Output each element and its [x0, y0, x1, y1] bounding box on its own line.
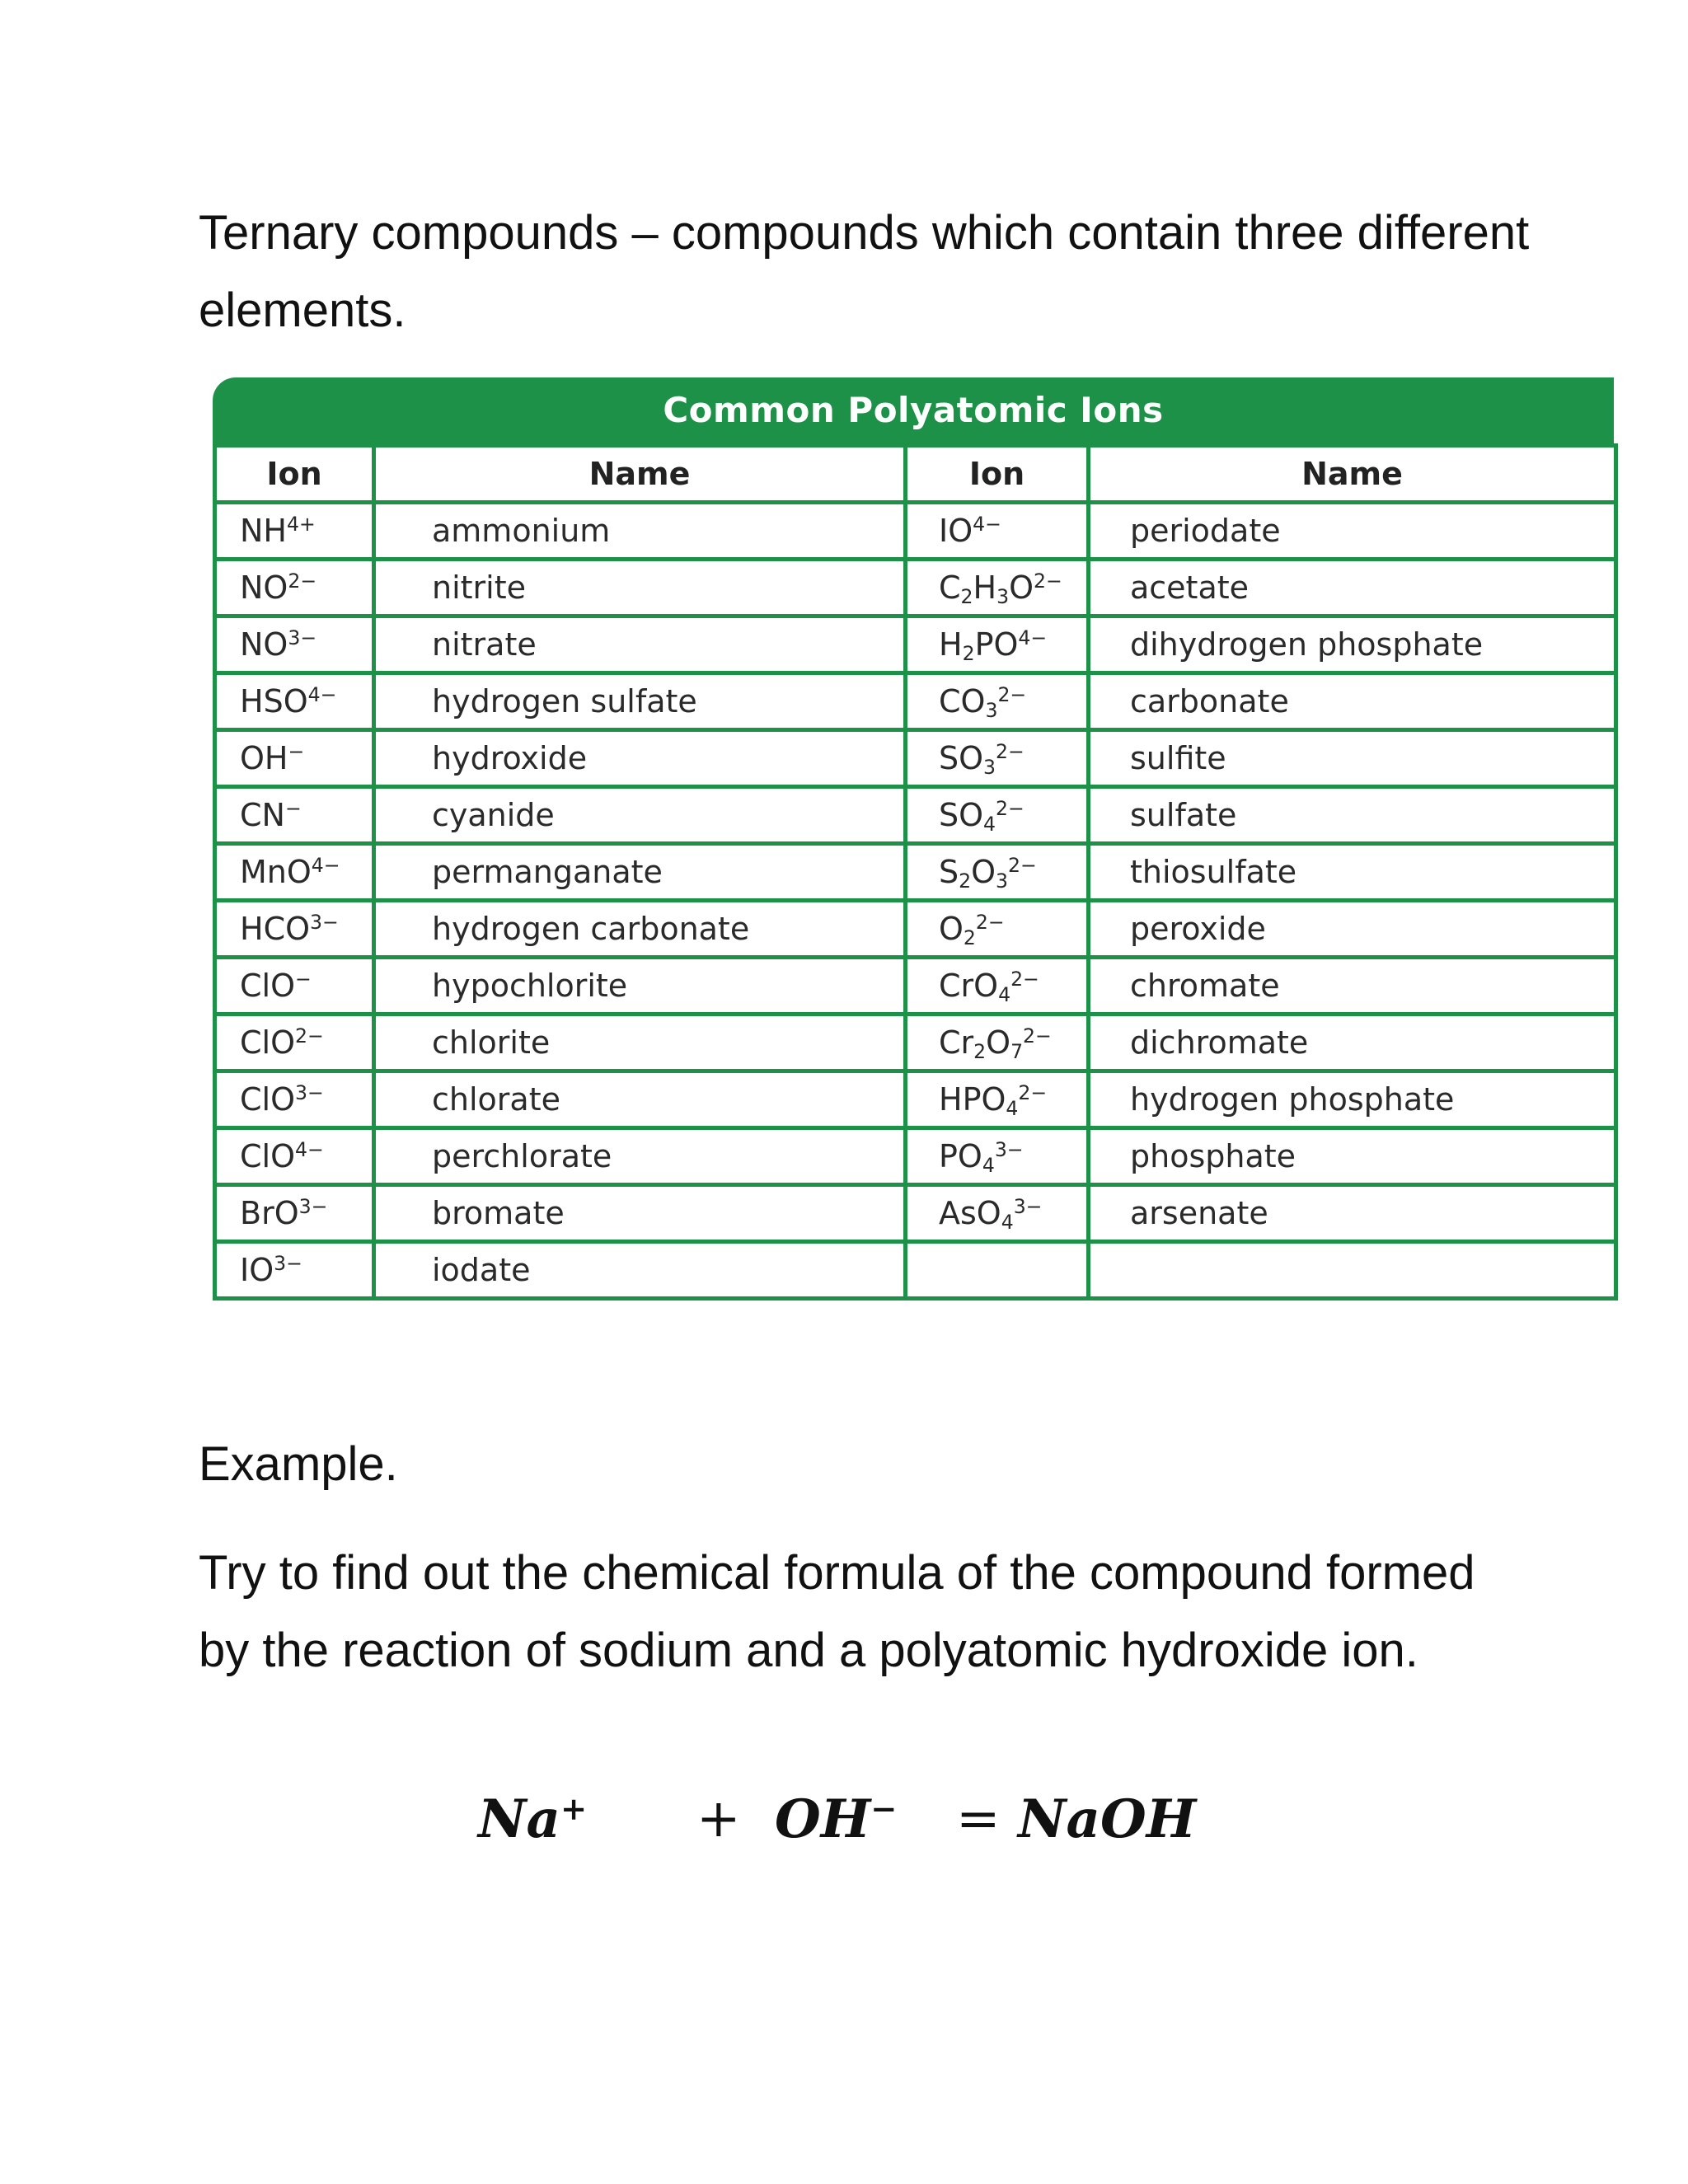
ion-name: nitrite: [374, 560, 906, 616]
table-row: [215, 844, 1616, 901]
ion-formula: BrO$^{3-}$: [215, 1185, 374, 1242]
ion-name: iodate: [374, 1242, 906, 1299]
ions-grid: [213, 443, 1618, 1301]
ion-name: dihydrogen phosphate: [1089, 616, 1616, 673]
table-row: [215, 1128, 1616, 1185]
ion-name: hydroxide: [374, 730, 906, 787]
ion-name: chlorite: [374, 1015, 906, 1071]
ion-formula: $HSO^{4-}$: [215, 673, 374, 730]
ion-name: peroxide: [1089, 901, 1616, 958]
column-header-name: Name: [1089, 446, 1616, 503]
ion-name: cyanide: [374, 787, 906, 844]
ion-name: nitrate: [374, 616, 906, 673]
ion-formula: $H_2PO^{4-}$: [906, 616, 1089, 673]
ion-name: hypochlorite: [374, 958, 906, 1015]
product-formula: NaOH: [1018, 1788, 1197, 1850]
ion-formula: ClO$^{3-}$: [215, 1071, 374, 1128]
column-header-ion: Ion: [215, 446, 374, 503]
ion-formula: $IO^{3-}$: [215, 1242, 374, 1299]
ion-name: [1089, 1242, 1616, 1299]
ion-name: sulfite: [1089, 730, 1616, 787]
ion-formula: $NH^{4+}$: [215, 503, 374, 560]
ion-formula: CN−: [215, 787, 374, 844]
ion-name: thiosulfate: [1089, 844, 1616, 901]
ion-formula: $HCO^{3-}$: [215, 901, 374, 958]
table-row: [215, 1071, 1616, 1128]
ion-formula: $NO^{3-}$: [215, 616, 374, 673]
ion-name: arsenate: [1089, 1185, 1616, 1242]
plus-sign: +: [696, 1788, 741, 1849]
example-label: Example.: [199, 1437, 398, 1491]
table-title: Common Polyatomic Ions: [213, 377, 1614, 443]
table-row: [215, 503, 1616, 560]
ion-formula: $O_2^{2-}$: [906, 901, 1089, 958]
ion-formula: CrO$_4^{2-}$: [906, 958, 1089, 1015]
table-row: [215, 673, 1616, 730]
table-row: [215, 958, 1616, 1015]
ion-formula: $Cr_2O_7^{2-}$: [906, 1015, 1089, 1071]
ion-formula: MnO$^{4-}$: [215, 844, 374, 901]
ion-name: dichromate: [1089, 1015, 1616, 1071]
table-row: [215, 1015, 1616, 1071]
ion-name: permanganate: [374, 844, 906, 901]
equals-sign: =: [956, 1788, 1001, 1849]
table-row: [215, 560, 1616, 616]
ion-formula: AsO$_4^{3-}$: [906, 1185, 1089, 1242]
header-row: [215, 446, 1616, 503]
table-row: [215, 730, 1616, 787]
ion-formula: $SO_3^{2-}$: [906, 730, 1089, 787]
ion-formula: ClO$^{4-}$: [215, 1128, 374, 1185]
table-row: [215, 1242, 1616, 1299]
ion-formula: $CO_3^{2-}$: [906, 673, 1089, 730]
table-row: [215, 901, 1616, 958]
ion-formula: $HPO_4^{2-}$: [906, 1071, 1089, 1128]
ion-name: sulfate: [1089, 787, 1616, 844]
table-row: [215, 616, 1616, 673]
polyatomic-ions-table: [213, 377, 1614, 1301]
ion-name: bromate: [374, 1185, 906, 1242]
ion-name: perchlorate: [374, 1128, 906, 1185]
ion-name: acetate: [1089, 560, 1616, 616]
ion-name: chromate: [1089, 958, 1616, 1015]
ion-formula: OH−: [215, 730, 374, 787]
ion-name: hydrogen carbonate: [374, 901, 906, 958]
ion-formula: $PO_4^{3-}$: [906, 1128, 1089, 1185]
ion-formula: ClO$^{2-}$: [215, 1015, 374, 1071]
ion-formula: $S_2O_3^{2-}$: [906, 844, 1089, 901]
table-row: [215, 787, 1616, 844]
table-row: [215, 1185, 1616, 1242]
ion-formula: [906, 1242, 1089, 1299]
ion-name: chlorate: [374, 1071, 906, 1128]
ion-name: phosphate: [1089, 1128, 1616, 1185]
ion-name: hydrogen sulfate: [374, 673, 906, 730]
ion-formula: $SO_4^{2-}$: [906, 787, 1089, 844]
table-body: [215, 503, 1616, 1299]
intro-paragraph: Ternary compounds – compounds which contain three different elements.: [199, 206, 1530, 337]
ion-formula: ClO−: [215, 958, 374, 1015]
ion-name: carbonate: [1089, 673, 1616, 730]
ion-name: ammonium: [374, 503, 906, 560]
sodium-ion: Na+: [478, 1788, 588, 1850]
column-header-ion: Ion: [906, 446, 1089, 503]
ion-formula: $IO^{4-}$: [906, 503, 1089, 560]
column-header-name: Name: [374, 446, 906, 503]
hydroxide-ion: OH−: [775, 1788, 898, 1850]
equation: [478, 1788, 1220, 1871]
ion-name: periodate: [1089, 503, 1616, 560]
ion-formula: $C_2H_3O^{2-}$: [906, 560, 1089, 616]
question-paragraph: Try to find out the chemical formula of the compound formed by the reaction of sodium and a polyatomic hydroxide ion.: [199, 1546, 1475, 1677]
ion-formula: $NO^{2-}$: [215, 560, 374, 616]
ion-name: hydrogen phosphate: [1089, 1071, 1616, 1128]
